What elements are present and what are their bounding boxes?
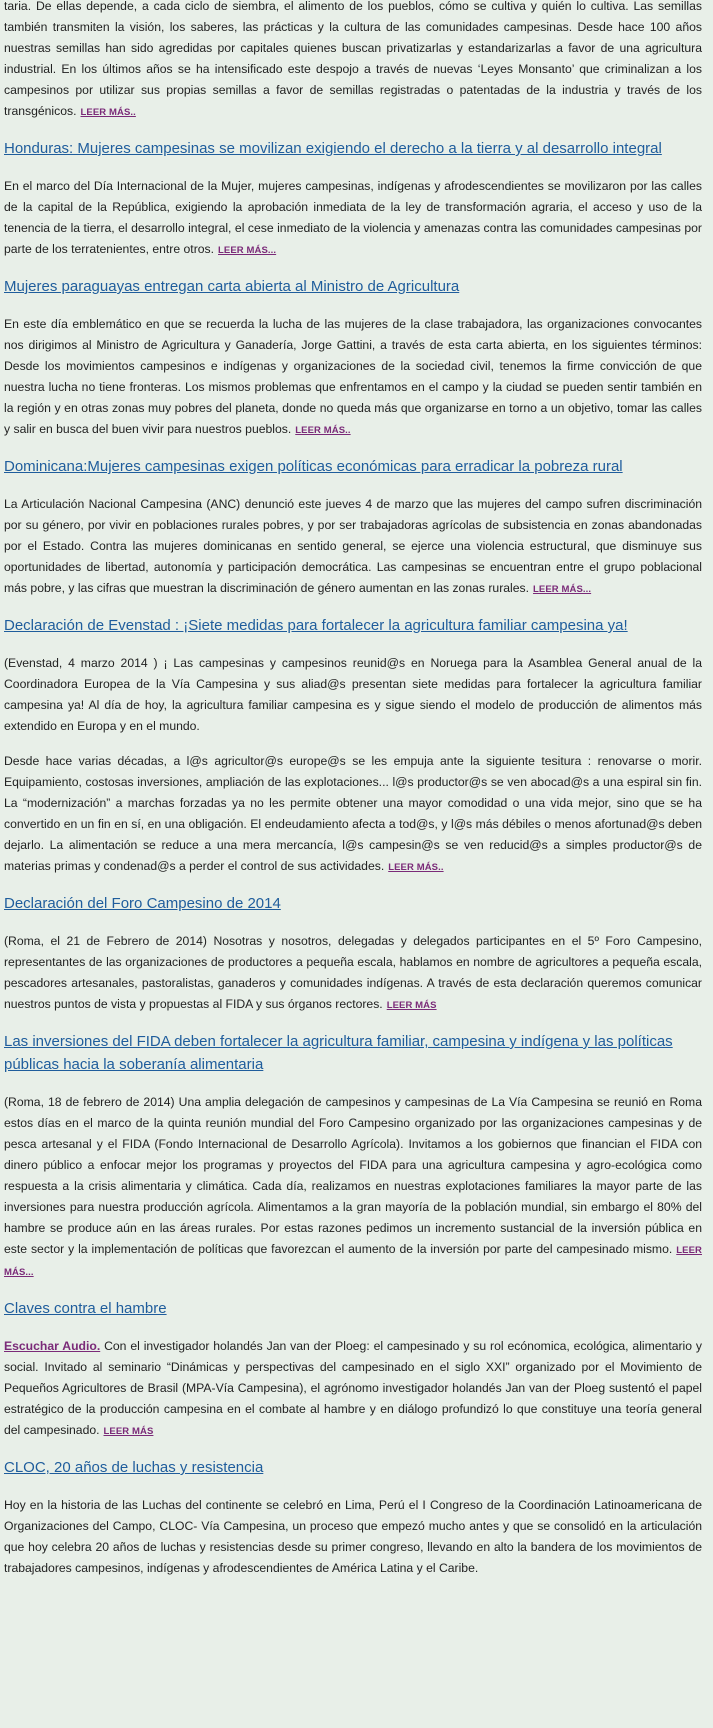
- article-paragraph: [4, 314, 702, 441]
- article-paragraph: [4, 494, 702, 600]
- article-honduras: [4, 137, 702, 261]
- paragraph-text: En este día emblemático en que se recuerda la lucha de las mujeres de la clase trabajadora, las organizaciones convocantes nos dirigimos al Ministro de Agricultura y Ganadería, Jorge Gattini, a través de esta carta abierta, en los siguientes términos: Desde los movimientos campesinos e indígenas y organizaciones de la sociedad civil, tenemos la firme convicción de que nuestra lucha no tiene fronteras. Los mismos problemas que enfrentamos en el campo y la ciudad se pueden sentir también en la región y en otras zonas muy pobres del planeta, donde no queda más que organizarse en torno a un objetivo, tomar las calles y salir en busca del buen vivir para nuestros pueblos.: [4, 317, 702, 436]
- paragraph-text: (Roma, 18 de febrero de 2014) Una amplia delegación de campesinos y campesinas de La Vía Campesina se reunió en Roma estos días en el marco de la quinta reunión mundial del Foro Campesino organizado por las organizaciones campesinas y de pesca artesanal y el FIDA (Fondo Internacional de Desarrollo Agrícola). Invitamos a los gobiernos que financian el FIDA con dinero público a enfocar mejor los programas y proyectos del FIDA para una agricultura campesina y agro-ecológica como respuesta a la crisis alimentaria y climática. Cada día, realizamos en nuestras explotaciones familiares la mayor parte de las inversiones para nuestra producción agrícola. Alimentamos a la gran mayoría de la población mundial, sin embargo el 80% del hambre se produce aún en las áreas rurales. Por estas razones pedimos un incremento sustancial de la inversión pública en este sector y la implementación de políticas que favorezcan el aumento de la inversión por parte del campesinado mismo.: [4, 1095, 702, 1256]
- article-title[interactable]: Mujeres paraguayas entregan carta abierta al Ministro de Agricultura: [4, 278, 460, 295]
- article-paragraph: [4, 931, 702, 1016]
- read-more-link[interactable]: LEER MÁS..: [388, 862, 444, 873]
- article-paraguay: [4, 275, 702, 441]
- article-fida: [4, 1030, 702, 1283]
- paragraph-text: En el marco del Día Internacional de la Mujer, mujeres campesinas, indígenas y afrodescendientes se movilizaron por las calles de la capital de la República, exigiendo la aprobación inmediata de la ley de transformación agraria, el acceso y uso de la tenencia de la tierra, el desarrollo integral, el cese inmediato de la violencia y amenazas contra las comunidades campesinas por parte de los terratenientes, entre otros.: [4, 179, 702, 256]
- article-title[interactable]: Declaración del Foro Campesino de 2014: [4, 895, 281, 912]
- intro-text: taria. De ellas depende, a cada ciclo de siembra, el alimento de los pueblos, cómo se cultiva y quién lo cultiva. Las semillas también transmiten la visión, los saberes, las prácticas y la cultura de las comunidades campesinas. Desde hace 100 años nuestras semillas han sido agredidas por capitales quienes buscan privatizarlas y estandarizarlas a favor de una agricultura industrial. En los últimos años se ha intensificado este despojo a través de nuevas ‘Leyes Monsanto’ que criminalizan a los campesinos por utilizar sus propias semillas a favor de semillas registradas o patentadas de la industria y través de los transgénicos.: [4, 0, 702, 118]
- read-more-link[interactable]: LEER MÁS..: [80, 107, 136, 118]
- read-more-link[interactable]: LEER MÁS...: [4, 1245, 702, 1278]
- paragraph-text: Con el investigador holandés Jan van der Ploeg: el campesinado y su rol ecónomica, ecológica, alimentario y social. Invitado al seminario “Dinámicas y perspectivas del campesinado en el siglo XXI” organizado por el Movimiento de Pequeños Agricultores de Brasil (MPA-Vía Campesina), el agrónomo investigador holandés Jan van der Ploeg sustentó el papel estratégico de la producción campesina en el combate al hambre y en diálogo profundizó lo que constituye una teoría general del campesinado.: [4, 1339, 703, 1437]
- article-title[interactable]: Claves contra el hambre: [4, 1300, 167, 1317]
- article-title[interactable]: Dominicana:Mujeres campesinas exigen políticas económicas para erradicar la pobreza rural: [4, 458, 623, 475]
- intro-article: [4, 0, 702, 123]
- paragraph-text: Desde hace varias décadas, a l@s agricultor@s europe@s se les empuja ante la siguiente tesitura : renovarse o morir. Equipamiento, costosas inversiones, ampliación de las explotaciones... l@s productor@s se ven abocad@s a una espiral sin fin. La “modernización” a marchas forzadas ya no les permite obtener una mayor comodidad o una vida mejor, sino que se ha convertido en un fin en sí, en una obligación. El endeudamiento afecta a tod@s, y l@s más débiles o menos afortunad@s deben dejarlo. La alimentación se reduce a una mera mercancía, l@s campesin@s se ven reducid@s a simples productor@s de materias primas y condenad@s a perder el control de sus actividades.: [4, 754, 702, 873]
- article-paragraph: [4, 1495, 702, 1579]
- article-paragraph: [4, 176, 702, 261]
- article-claves-hambre: [4, 1297, 702, 1442]
- read-more-link[interactable]: LEER MÁS..: [295, 425, 351, 436]
- article-title[interactable]: Las inversiones del FIDA deben fortalecer la agricultura familiar, campesina y indígena y las políticas públicas hacia la soberanía alimentaria: [4, 1033, 673, 1073]
- read-more-link[interactable]: LEER MÁS: [386, 1000, 437, 1011]
- article-cloc: [4, 1456, 702, 1579]
- read-more-link[interactable]: LEER MÁS: [103, 1426, 154, 1437]
- article-paragraph: [4, 1092, 702, 1283]
- article-paragraph: [4, 653, 702, 737]
- article-paragraph: [4, 751, 702, 878]
- article-title[interactable]: Honduras: Mujeres campesinas se movilizan exigiendo el derecho a la tierra y al desarrollo integral: [4, 140, 662, 157]
- listen-audio-link[interactable]: Escuchar Audio.: [4, 1339, 101, 1353]
- read-more-link[interactable]: LEER MÁS...: [218, 245, 277, 256]
- paragraph-text: La Articulación Nacional Campesina (ANC) denunció este jueves 4 de marzo que las mujeres del campo sufren discriminación por su género, por vivir en poblaciones rurales pobres, y por ser trabajadoras agrícolas de subsistencia en zonas abandonadas por el Estado. Contra las mujeres dominicanas en sentido general, se ejerce una violencia estructural, que disminuye sus oportunidades de libertad, autonomía y participación democrática. Las campesinas se encuentran entre el grupo poblacional más pobre, y las cifras que muestran la discriminación de género aumentan en las zonas rurales.: [4, 497, 702, 595]
- article-dominicana: [4, 455, 702, 600]
- article-title[interactable]: Declaración de Evenstad : ¡Siete medidas para fortalecer la agricultura familiar campesina ya!: [4, 617, 628, 634]
- paragraph-text: (Roma, el 21 de Febrero de 2014) Nosotras y nosotros, delegadas y delegados participantes en el 5º Foro Campesino, representantes de las organizaciones de productores a pequeña escala, hablamos en nombre de agricultores a pequeña escala, pescadores artesanales, pastoralistas, ganaderos y comunidades indígenas. A través de esta declaración queremos comunicar nuestros puntos de vista y propuestas al FIDA y sus órganos rectores.: [4, 934, 702, 1011]
- article-paragraph: [4, 1336, 702, 1442]
- article-foro-campesino: [4, 892, 702, 1016]
- paragraph-text: Hoy en la historia de las Luchas del continente se celebró en Lima, Perú el I Congreso de la Coordinación Latinoamericana de Organizaciones del Campo, CLOC- Vía Campesina, un proceso que empezó mucho antes y que se consolidó en la articulación que hoy celebra 20 años de luchas y resistencias desde su primer congreso, llevando en alto la bandera de los movimientos de trabajadores campesinos, indígenas y afrodescendientes de América Latina y el Caribe.: [4, 1498, 702, 1575]
- article-title[interactable]: CLOC, 20 años de luchas y resistencia: [4, 1459, 264, 1476]
- paragraph-text: (Evenstad, 4 marzo 2014 ) ¡ Las campesinas y campesinos reunid@s en Noruega para la Asamblea General anual de la Coordinadora Europea de la Vía Campesina y sus aliad@s presentan siete medidas para fortalecer la agricultura familiar campesina ya! Al día de hoy, la agricultura familiar campesina es y sigue siendo el modelo de producción de alimentos más extendido en Europa y en el mundo.: [4, 656, 702, 733]
- intro-paragraph: [4, 0, 702, 123]
- read-more-link[interactable]: LEER MÁS...: [533, 584, 592, 595]
- article-evenstad: [4, 614, 702, 878]
